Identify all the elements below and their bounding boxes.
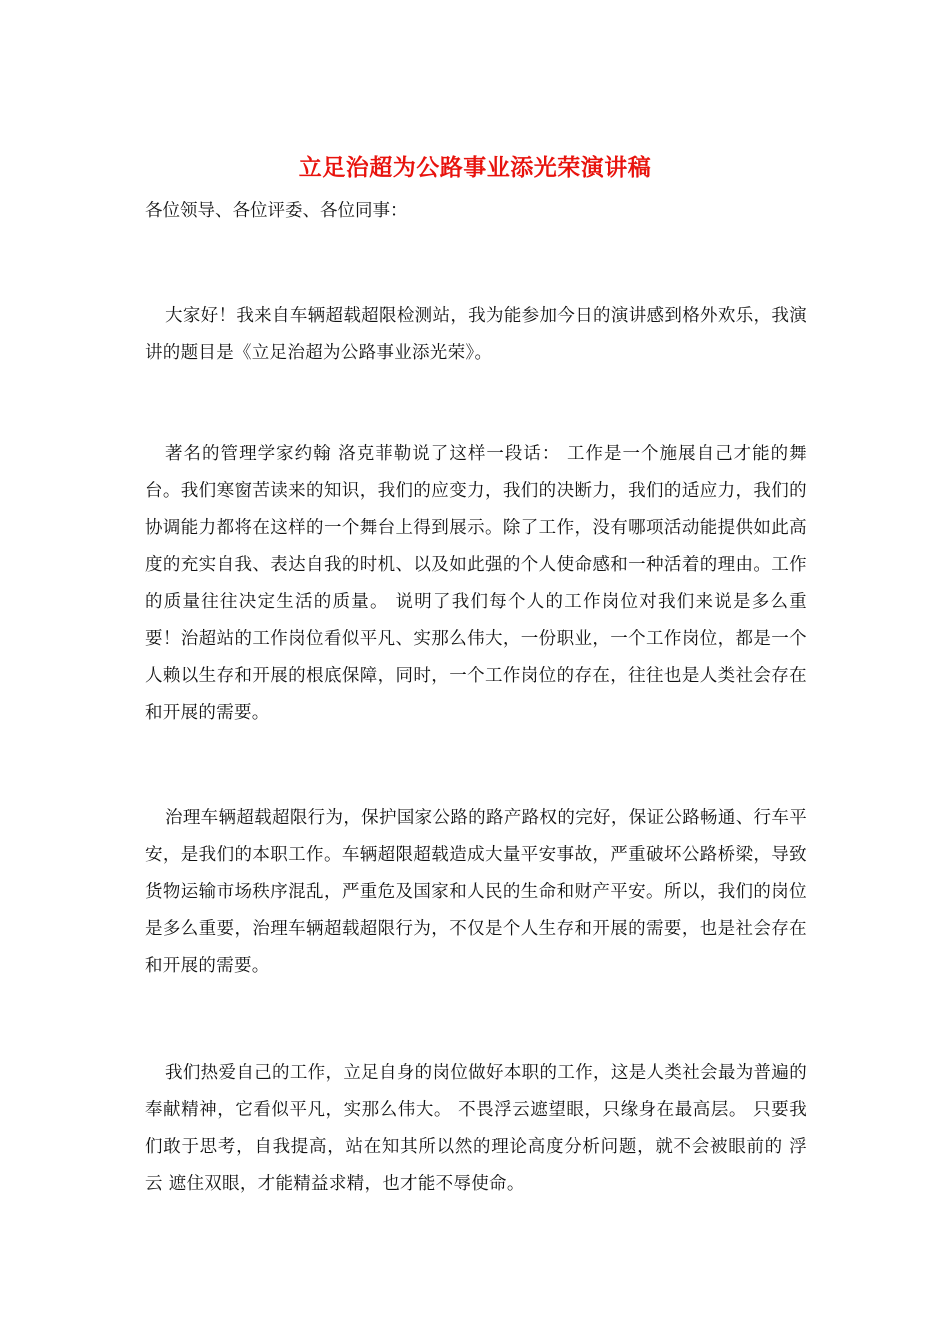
paragraph-3: 治理车辆超载超限行为，保护国家公路的路产路权的完好，保证公路畅通、行车平安，是我们的本职工作。车辆超限超载造成大量平安事故，严重破坏公路桥梁，导致货物运输市场秩序混乱，严重危及国家和人民的生命和财产平安。所以，我们的岗位是多么重要，治理车辆超载超限行为，不仅是个人生存和开展的需要，也是社会存在和开展的需要。 bbox=[145, 808, 807, 976]
document-title: 立足治超为公路事业添光荣演讲稿 bbox=[298, 154, 652, 181]
paragraph-1: 大家好！我来自车辆超载超限检测站，我为能参加今日的演讲感到格外欢乐，我演讲的题目是《立足治超为公路事业添光荣》。 bbox=[145, 306, 807, 363]
salutation: 各位领导、各位评委、各位同事： bbox=[145, 201, 408, 221]
paragraph-2: 著名的管理学家约翰 洛克菲勒说了这样一段话： 工作是一个施展自己才能的舞台。我们寒窗苦读来的知识，我们的应变力，我们的决断力，我们的适应力，我们的协调能力都将在这样的一个舞台上得到展示。除了工作，没有哪项活动能提供如此高度的充实自我、表达自我的时机、以及如此强的个人使命感和一种活着的理由。工作的质量往往决定生活的质量。 说明了我们每个人的工作岗位对我们来说是多么重要！治超站的工作岗位看似平凡、实那么伟大，一份职业，一个工作岗位，都是一个人赖以生存和开展的根底保障，同时，一个工作岗位的存在，往往也是人类社会存在和开展的需要。 bbox=[145, 444, 807, 723]
paragraph-4: 我们热爱自己的工作，立足自身的岗位做好本职的工作，这是人类社会最为普遍的奉献精神，它看似平凡，实那么伟大。 不畏浮云遮望眼，只缘身在最高层。 只要我们敢于思考，自我提高，站在知其所以然的理论高度分析问题，就不会被眼前的 浮云 遮住双眼，才能精益求精，也才能不辱使命。 bbox=[145, 1063, 807, 1194]
